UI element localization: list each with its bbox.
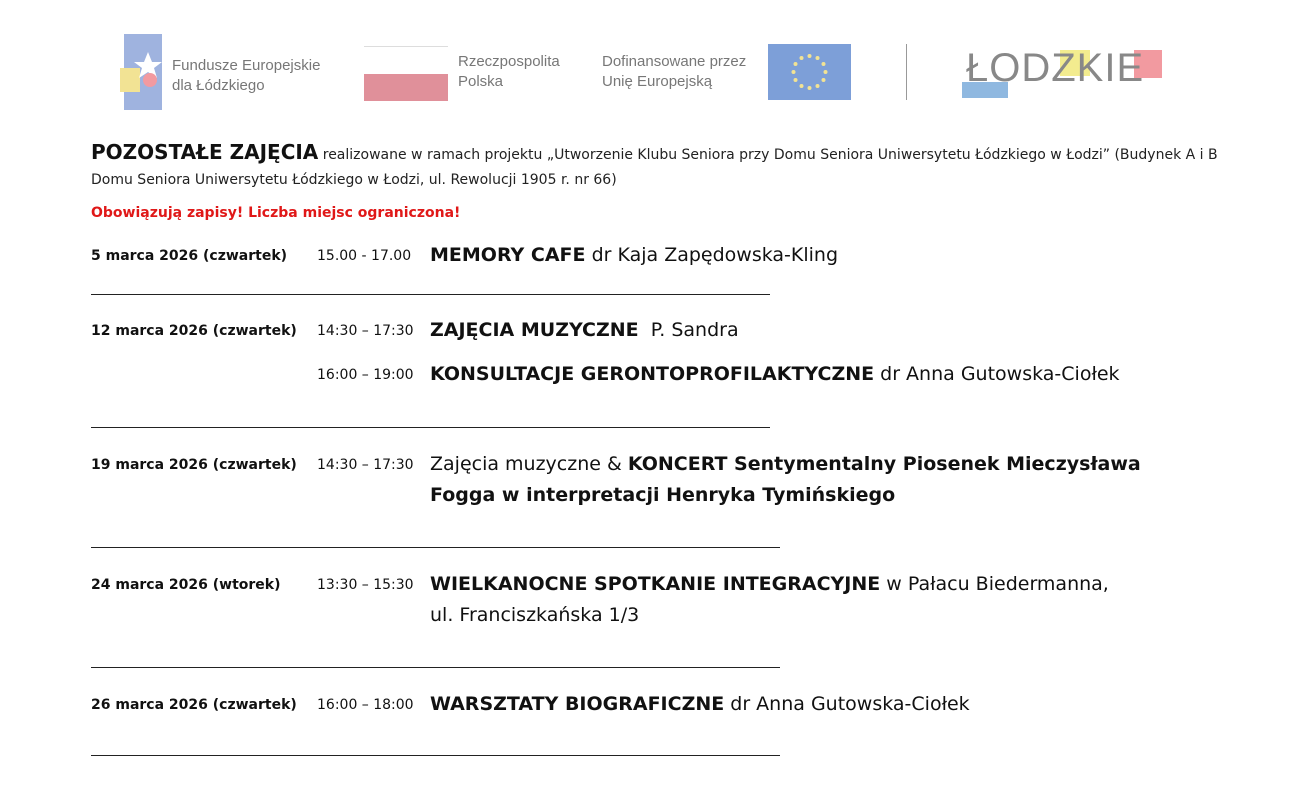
event-description	[430, 689, 1210, 720]
eu-flag-icon	[768, 44, 851, 100]
separator-line	[91, 294, 770, 295]
event-title: MEMORY CAFE	[430, 244, 586, 266]
lodzkie-wordmark: ŁODZKIE	[966, 46, 1145, 90]
fe-star-icon	[120, 34, 166, 110]
event-date: 19 marca 2026 (czwartek)	[91, 457, 297, 473]
event-time: 16:00 – 19:00	[317, 367, 414, 383]
event-title: WARSZTATY BIOGRAFICZNE	[430, 693, 725, 715]
registration-warning: Obowiązują zapisy! Liczba miejsc ograniczona!	[91, 205, 461, 221]
event-date: 5 marca 2026 (czwartek)	[91, 248, 288, 264]
event-time: 14:30 – 17:30	[317, 457, 414, 473]
event-description	[430, 315, 1210, 346]
event-title: KONCERT Sentymentalny Piosenek Mieczysława Fogga w interpretacji Henryka Tymińskiego	[430, 453, 1141, 506]
page-title: POZOSTAŁE ZAJĘCIA	[91, 140, 319, 164]
eu-cofunded-logo	[602, 44, 872, 104]
event-title: KONSULTACJE GERONTOPROFILAKTYCZNE	[430, 363, 875, 385]
poland-flag-icon	[364, 46, 448, 100]
intro-paragraph	[91, 140, 1221, 193]
event-prefix: Zajęcia muzyczne &	[430, 453, 628, 475]
intro-text: realizowane w ramach projektu „Utworzenie Klubu Seniora przy Domu Seniora Uniwersytetu Łódzkiego w Łodzi” (Budynek A i B Domu Seniora Uniwersytetu Łódzkiego w Łodzi, ul. Rewolucji 1905 r. nr 66)	[91, 147, 1218, 188]
fe-line2: dla Łódzkiego	[172, 77, 265, 94]
event-time: 14:30 – 17:30	[317, 323, 414, 339]
event-description	[430, 449, 1190, 511]
separator-line	[91, 427, 770, 428]
rp-line2: Polska	[458, 73, 504, 90]
rzeczpospolita-polska-logo	[364, 46, 574, 106]
event-date: 12 marca 2026 (czwartek)	[91, 323, 297, 339]
event-detail: dr Anna Gutowska-Ciołek	[724, 693, 970, 715]
separator-line	[91, 547, 780, 548]
event-detail: dr Kaja Zapędowska-Kling	[585, 244, 839, 266]
event-detail: P. Sandra	[638, 319, 739, 341]
fundusze-europejskie-logo	[120, 34, 340, 110]
fe-line1: Fundusze Europejskie	[172, 57, 321, 74]
event-date: 26 marca 2026 (czwartek)	[91, 697, 297, 713]
eu-line2: Unię Europejską	[602, 73, 713, 90]
separator-line	[91, 667, 780, 668]
event-description	[430, 240, 1210, 271]
event-date: 24 marca 2026 (wtorek)	[91, 577, 281, 593]
event-description	[430, 359, 1210, 390]
event-description	[430, 569, 1120, 631]
logos-banner	[120, 30, 1170, 110]
logo-divider	[906, 44, 907, 100]
event-time: 16:00 – 18:00	[317, 697, 414, 713]
rp-line1: Rzeczpospolita	[458, 53, 560, 70]
event-title: WIELKANOCNE SPOTKANIE INTEGRACYJNE	[430, 573, 881, 595]
event-detail: dr Anna Gutowska-Ciołek	[874, 363, 1120, 385]
separator-line	[91, 755, 780, 756]
event-detail: w Pałacu Biedermanna, ul. Franciszkańska 1/3	[430, 573, 1109, 626]
event-time: 15.00 - 17.00	[317, 248, 412, 264]
lodzkie-logo	[960, 42, 1170, 102]
eu-line1: Dofinansowane przez	[602, 53, 747, 70]
event-title: ZAJĘCIA MUZYCZNE	[430, 319, 639, 341]
event-time: 13:30 – 15:30	[317, 577, 414, 593]
